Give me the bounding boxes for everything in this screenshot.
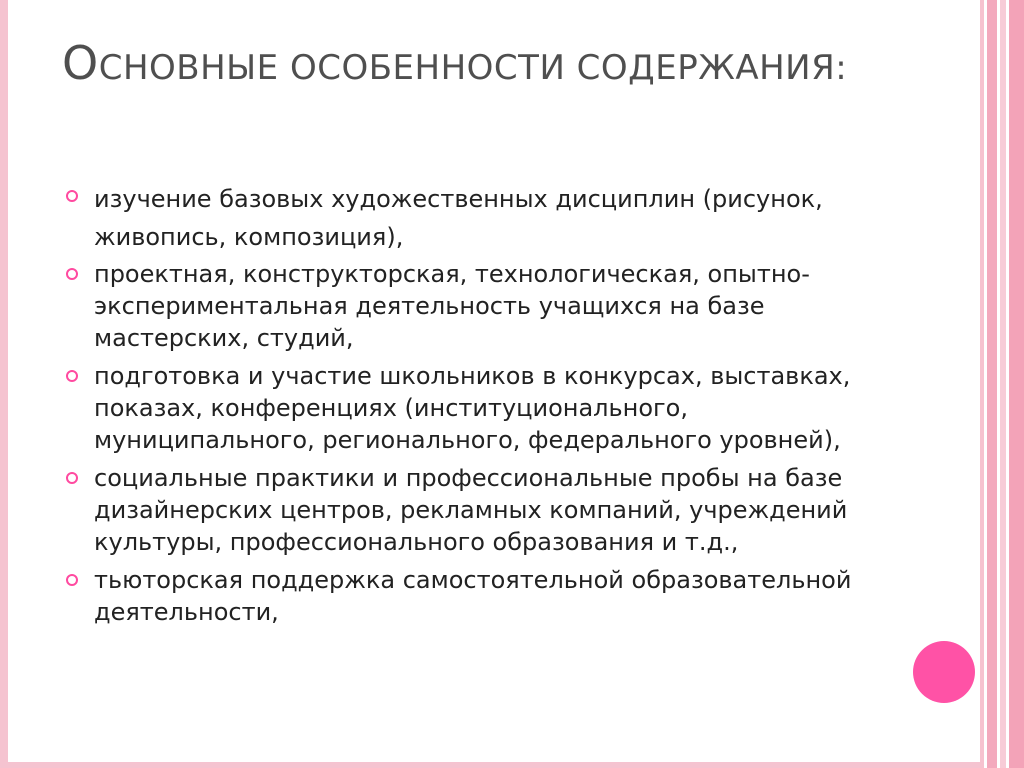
bullet-text: подготовка и участие школьников в конкурсах, выставках, показах, конференциях (институционального, муниципального, регионального, федерального уровней), [94, 362, 851, 454]
bullet-list [66, 180, 886, 628]
bullet-item [66, 258, 886, 354]
slide-left-border [0, 0, 8, 768]
bullet-marker-icon [66, 574, 78, 586]
bullet-marker-icon [66, 472, 78, 484]
bullet-item [66, 564, 886, 628]
bullet-item [66, 180, 886, 256]
bullet-text: тьюторская поддержка самостоятельной образовательной деятельности, [94, 566, 852, 626]
slide-bottom-border [0, 762, 980, 768]
bullet-item [66, 360, 886, 456]
bullet-marker-icon [66, 190, 78, 202]
bullet-text: изучение базовых художественных дисциплин (рисунок, живопись, композиция), [94, 185, 823, 251]
bullet-text: проектная, конструкторская, технологическая, опытно-экспериментальная деятельность учащихся на базе мастерских, студий, [94, 260, 810, 352]
decor-stripe [987, 0, 997, 768]
bullet-text: социальные практики и профессиональные пробы на базе дизайнерских центров, рекламных компаний, учреждений культуры, профессионального образования и т.д., [94, 464, 848, 556]
bullet-item [66, 462, 886, 558]
decor-stripe [1009, 0, 1024, 768]
bullet-marker-icon [66, 268, 78, 280]
slide-title: ОСНОВНЫЕ ОСОБЕННОСТИ СОДЕРЖАНИЯ: [62, 36, 848, 90]
decor-circle [913, 641, 975, 703]
bullet-marker-icon [66, 370, 78, 382]
